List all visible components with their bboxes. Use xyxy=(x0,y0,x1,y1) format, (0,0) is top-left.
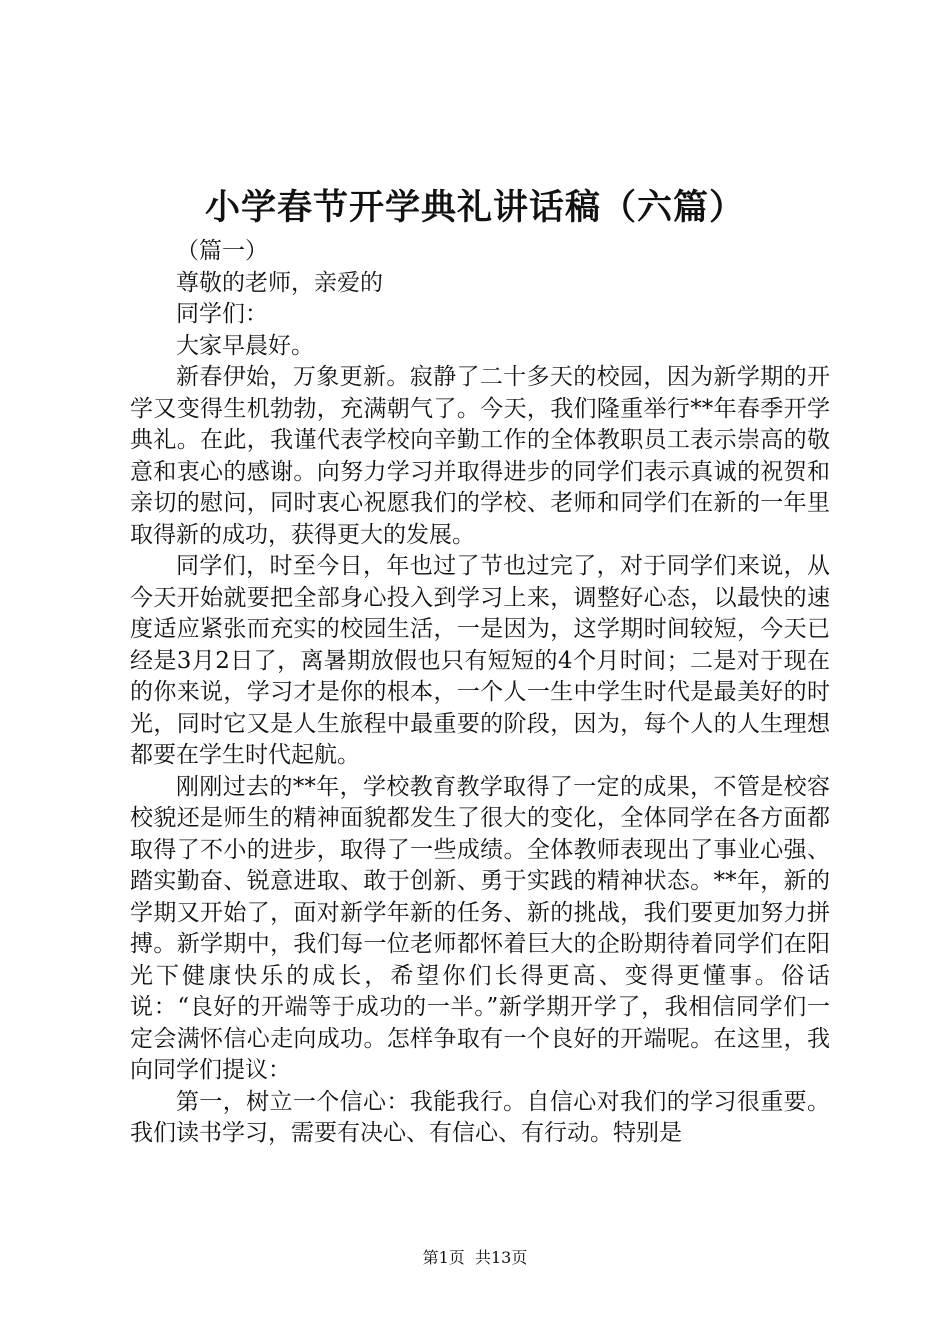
page-footer xyxy=(0,1247,950,1269)
page-total: 共13页 xyxy=(474,1248,528,1267)
body-paragraph: 第一，树立一个信心：我能我行。自信心对我们的学习很重要。我们读书学习，需要有决心、有信心、有行动。特别是 xyxy=(130,1088,830,1146)
body-paragraph: 同学们，时至今日，年也过了节也过完了，对于同学们来说，从今天开始就要把全部身心投入到学习上来，调整好心态，以最快的速度适应紧张而充实的校园生活，一是因为，这学期时间较短，今天已经是3月2日了，离暑期放假也只有短短的4个月时间；二是对于现在的你来说，学习才是你的根本，一个人一生中学生时代是最美好的时光，同时它又是人生旅程中最重要的阶段，因为，每个人的人生理想都要在学生时代起航。 xyxy=(130,553,830,768)
page-number: 第1页 xyxy=(422,1248,465,1267)
body-paragraph: 新春伊始，万象更新。寂静了二十多天的校园，因为新学期的开学又变得生机勃勃，充满朝气了。今天，我们隆重举行**年春季开学典礼。在此，我谨代表学校向辛勤工作的全体教职员工表示崇高的敬意和衷心的感谢。向努力学习并取得进步的同学们表示真诚的祝贺和亲切的慰问，同时衷心祝愿我们的学校、老师和同学们在新的一年里取得新的成功，获得更大的发展。 xyxy=(130,364,830,548)
salutation-line-2: 同学们： xyxy=(176,301,268,327)
document-title: 小学春节开学典礼讲话稿（六篇） xyxy=(204,187,745,228)
greeting: 大家早晨好。 xyxy=(176,332,314,359)
salutation-line-1: 尊敬的老师，亲爱的 xyxy=(176,269,383,296)
section-label: （篇一） xyxy=(176,238,268,264)
document-body xyxy=(130,236,830,1150)
body-paragraph: 刚刚过去的**年，学校教育教学取得了一定的成果，不管是校容校貌还是师生的精神面貌都发生了很大的变化，全体同学在各方面都取得了不小的进步，取得了一些成绩。全体教师表现出了事业心强、踏实勤奋、锐意进取、敢于创新、勇于实践的精神状态。**年，新的学期又开始了，面对新学年新的任务、新的挑战，我们要更加努力拼搏。新学期中，我们每一位老师都怀着巨大的企盼期待着同学们在阳光下健康快乐的成长，希望你们长得更高、变得更懂事。俗话说：“良好的开端等于成功的一半。”新学期开学了，我相信同学们一定会满怀信心走向成功。怎样争取有一个良好的开端呢。在这里，我向同学们提议： xyxy=(130,773,830,1083)
